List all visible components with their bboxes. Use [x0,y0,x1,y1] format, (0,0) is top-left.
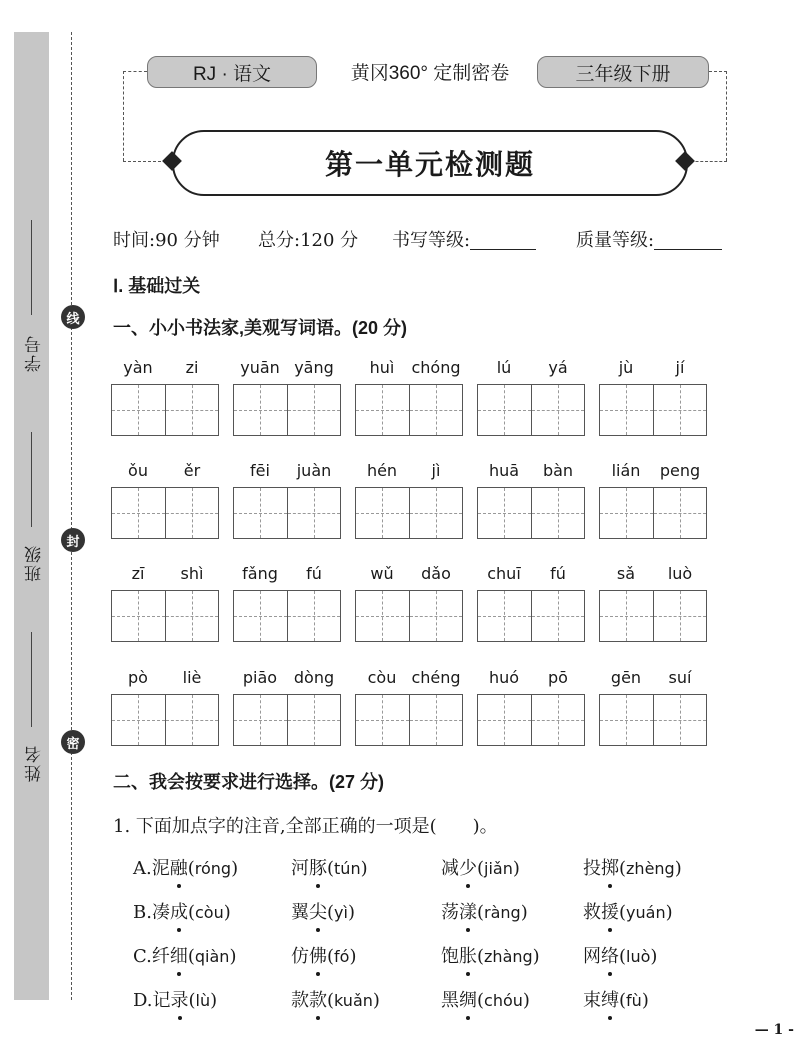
paren-open: ( [327,902,335,923]
emphasis-dot [608,1016,612,1020]
dotted-word-wrap [291,854,327,880]
quality-grade-blank[interactable] [654,231,722,250]
word-grid [233,358,341,436]
word-grid [111,358,219,436]
writing-boxes [355,694,463,746]
pinyin-pair [233,668,341,690]
question-1: 1. 下面加点字的注音,全部正确的一项是( )。 [113,816,498,837]
paren-close: ) [532,946,540,967]
pinyin-syllable: juàn [296,461,332,480]
pinyin-syllable: jí [675,358,685,377]
option-item [133,898,231,924]
pinyin-syllable: huā [488,461,520,480]
dotted-word-wrap [291,942,327,968]
option-item [133,942,236,968]
emphasis-dot [177,972,181,976]
option-word: 网络 [583,946,619,967]
dotted-word-wrap [441,942,477,968]
writing-cell[interactable] [600,695,654,745]
word-grid [233,564,341,642]
writing-boxes [355,590,463,642]
paren-open: ( [327,946,335,967]
writing-boxes [111,487,219,539]
pinyin-syllable: pō [548,668,568,687]
quality-grade-label: 质量等级: [576,230,655,251]
option-pinyin: yì [334,903,348,922]
pinyin-syllable: chuī [487,564,521,583]
option-pinyin: còu [194,903,224,922]
emphasis-dot [316,884,320,888]
word-grid [111,564,219,642]
option-word: 泥融 [151,858,188,879]
frame-right [726,71,727,161]
writing-boxes [477,590,585,642]
pinyin-pair [599,358,707,380]
word-grid [233,668,341,746]
word-grid [477,564,585,642]
option-label[interactable]: D. [133,990,153,1011]
writing-boxes [477,384,585,436]
writing-cell[interactable] [600,385,654,435]
paren-close: ) [372,990,380,1011]
pinyin-syllable: jù [618,358,634,377]
pinyin-syllable: fēi [250,461,270,480]
option-word: 束缚 [583,990,619,1011]
pinyin-syllable: dòng [293,668,335,687]
option-word: 饱胀 [441,946,477,967]
pinyin-syllable: jì [431,461,441,480]
paren-open: ( [619,990,627,1011]
option-item [441,942,540,968]
series-title: 黄冈360° 定制密卷 [350,63,510,84]
option-pinyin: jiǎn [484,859,513,878]
pinyin-syllable: hén [366,461,398,480]
pinyin-pair [355,564,463,586]
subject-badge: RJ · 语文 [147,56,317,88]
writing-cell[interactable] [478,488,532,538]
option-word: 投掷 [583,858,619,879]
writing-cell[interactable] [234,385,288,435]
paren-open: ( [327,990,335,1011]
paren-close: ) [231,858,239,879]
word-grid [477,461,585,539]
writing-cell[interactable] [654,488,707,538]
paren-open: ( [327,858,335,879]
page-number: — 1 - [754,1022,794,1038]
writing-cell[interactable] [410,488,463,538]
writing-cell[interactable] [166,385,219,435]
paren-close: ) [223,902,231,923]
pinyin-syllable: wǔ [370,564,394,583]
exam-total: 总分:120 分 [258,230,359,251]
option-word: 凑成 [151,902,188,923]
word-grid [599,564,707,642]
paren-close: ) [229,946,237,967]
writing-grade-label: 书写等级: [392,230,471,251]
pinyin-pair [111,564,219,586]
pinyin-syllable: chéng [411,668,461,687]
writing-boxes [233,487,341,539]
writing-boxes [355,384,463,436]
emphasis-dot [608,972,612,976]
binding-dashed-line [71,32,72,1000]
dotted-word-wrap [441,898,477,924]
paren-close: ) [210,990,218,1011]
pinyin-syllable: yá [548,358,568,377]
pinyin-syllable: lú [496,358,512,377]
option-word: 黑绸 [441,990,477,1011]
word-grid [111,668,219,746]
grade-badge: 三年级下册 [537,56,709,88]
writing-boxes [477,487,585,539]
option-item [133,986,217,1012]
paren-close: ) [522,990,530,1011]
option-item [291,986,380,1012]
option-word: 仿佛 [291,946,327,967]
option-word: 纤细 [151,946,188,967]
option-pinyin: lù [195,991,211,1010]
writing-cell[interactable] [410,385,463,435]
writing-cell[interactable] [166,695,219,745]
writing-boxes [233,590,341,642]
student-id-line [31,220,32,315]
dotted-word-wrap [152,898,188,924]
pinyin-syllable: pò [128,668,148,687]
dotted-word-wrap [152,942,188,968]
dotted-word-wrap [441,986,477,1012]
writing-cell[interactable] [288,488,341,538]
paren-open: ( [619,946,627,967]
pinyin-syllable: còu [367,668,397,687]
section1-heading: 一、小小书法家,美观写词语。(20 分) [113,318,408,338]
writing-cell[interactable] [234,695,288,745]
writing-cell[interactable] [288,695,341,745]
paren-close: ) [360,858,368,879]
writing-cell[interactable] [532,385,585,435]
writing-boxes [599,487,707,539]
name-line [31,632,32,727]
option-item [583,986,649,1012]
pinyin-syllable: huó [488,668,520,687]
word-grid [111,461,219,539]
option-pinyin: zhàng [484,947,533,966]
pinyin-pair [111,461,219,483]
option-pinyin: fó [334,947,350,966]
writing-cell[interactable] [478,385,532,435]
writing-cell[interactable] [166,488,219,538]
paren-close: ) [349,946,357,967]
writing-cell[interactable] [356,591,410,641]
option-pinyin: chóu [484,991,523,1010]
option-pinyin: róng [194,859,232,878]
pinyin-syllable: piāo [242,668,278,687]
option-label[interactable]: B. [133,902,152,923]
pinyin-pair [477,461,585,483]
word-grid [355,358,463,436]
pinyin-syllable: yāng [294,358,334,377]
pinyin-syllable: lián [611,461,641,480]
paren-close: ) [512,858,520,879]
pinyin-pair [111,358,219,380]
pinyin-syllable: fú [550,564,566,583]
writing-cell[interactable] [356,385,410,435]
seal-secret-mark: 密 [61,730,85,754]
paren-open: ( [187,946,195,967]
pinyin-pair [355,668,463,690]
option-label[interactable]: C. [133,946,152,967]
paren-close: ) [520,902,528,923]
emphasis-dot [178,1016,182,1020]
writing-grade-blank[interactable] [470,231,536,250]
writing-cell[interactable] [112,385,166,435]
option-word: 减少 [441,858,477,879]
emphasis-dot [177,928,181,932]
writing-cell[interactable] [356,488,410,538]
paren-close: ) [641,990,649,1011]
pinyin-pair [355,358,463,380]
option-word: 河豚 [291,858,327,879]
emphasis-dot [316,928,320,932]
writing-cell[interactable] [112,695,166,745]
writing-cell[interactable] [112,591,166,641]
writing-cell[interactable] [654,695,707,745]
pinyin-syllable: gēn [610,668,642,687]
paren-open: ( [477,990,485,1011]
option-word: 记录 [152,990,189,1011]
pinyin-syllable: yàn [123,358,153,377]
option-word: 款款 [291,990,327,1011]
option-pinyin: zhèng [626,859,675,878]
word-grid [355,461,463,539]
emphasis-dot [316,1016,320,1020]
paren-open: ( [477,902,485,923]
option-pinyin: kuǎn [334,991,373,1010]
writing-cell[interactable] [532,695,585,745]
option-item [583,942,657,968]
pinyin-syllable: sǎ [616,564,636,583]
class-line [31,432,32,527]
page-title: 第一单元检测题 [172,130,688,196]
paren-open: ( [187,902,195,923]
pinyin-pair [477,668,585,690]
word-grid [477,358,585,436]
emphasis-dot [608,884,612,888]
word-grid [355,668,463,746]
frame-left [123,71,124,161]
writing-cell[interactable] [532,591,585,641]
emphasis-dot [466,928,470,932]
class-label: 班级 [25,544,44,582]
word-grid [599,358,707,436]
paren-open: ( [187,858,195,879]
dotted-word-wrap [291,898,327,924]
frame-top-right [709,71,727,72]
pinyin-pair [233,358,341,380]
pinyin-syllable: huì [369,358,395,377]
name-label: 姓名 [25,744,44,782]
writing-boxes [111,590,219,642]
writing-cell[interactable] [654,591,707,641]
writing-cell[interactable] [410,591,463,641]
pinyin-pair [233,461,341,483]
paren-close: ) [665,902,673,923]
writing-cell[interactable] [532,488,585,538]
dotted-word-wrap [583,854,619,880]
writing-boxes [111,384,219,436]
word-grid [355,564,463,642]
student-id-label: 学号 [25,334,44,372]
emphasis-dot [466,972,470,976]
emphasis-dot [466,884,470,888]
writing-cell[interactable] [288,385,341,435]
paren-close: ) [674,858,682,879]
dotted-word-wrap [583,942,619,968]
pinyin-syllable: fú [306,564,322,583]
paren-open: ( [477,858,485,879]
writing-boxes [477,694,585,746]
pinyin-syllable: luò [667,564,693,583]
pinyin-syllable: chóng [411,358,461,377]
writing-boxes [599,694,707,746]
pinyin-syllable: suí [668,668,692,687]
writing-cell[interactable] [478,591,532,641]
writing-cell[interactable] [112,488,166,538]
dotted-word-wrap [291,986,327,1012]
pinyin-pair [477,358,585,380]
option-item [291,942,356,968]
exam-time: 时间:90 分钟 [113,230,220,251]
writing-cell[interactable] [478,695,532,745]
writing-boxes [599,384,707,436]
pinyin-syllable: peng [659,461,701,480]
writing-boxes [355,487,463,539]
writing-cell[interactable] [166,591,219,641]
option-pinyin: fù [626,991,642,1010]
writing-boxes [233,694,341,746]
pinyin-syllable: ǒu [128,461,148,480]
option-item [291,898,355,924]
writing-boxes [111,694,219,746]
writing-cell[interactable] [356,695,410,745]
option-pinyin: tún [334,859,361,878]
writing-boxes [599,590,707,642]
option-item [133,854,238,880]
pinyin-syllable: fǎng [242,564,278,583]
option-item [441,898,528,924]
part-heading: Ⅰ. 基础过关 [113,276,201,296]
option-label[interactable]: A. [133,858,152,879]
pinyin-pair [111,668,219,690]
emphasis-dot [316,972,320,976]
option-word: 翼尖 [291,902,327,923]
paren-open: ( [619,902,627,923]
dotted-word-wrap [152,854,188,880]
seal-seal-mark: 封 [61,528,85,552]
pinyin-pair [599,461,707,483]
pinyin-syllable: bàn [542,461,574,480]
paren-close: ) [347,902,355,923]
writing-cell[interactable] [654,385,707,435]
option-item [291,854,368,880]
frame-top-left [123,71,147,72]
section2-heading: 二、我会按要求进行选择。(27 分) [113,772,385,792]
pinyin-pair [233,564,341,586]
pinyin-pair [599,668,707,690]
word-grid [233,461,341,539]
paren-open: ( [477,946,485,967]
writing-cell[interactable] [410,695,463,745]
pinyin-syllable: shì [180,564,204,583]
option-pinyin: luò [626,947,651,966]
option-word: 救援 [583,902,619,923]
pinyin-syllable: liè [182,668,202,687]
option-word: 荡漾 [441,902,477,923]
option-item [441,986,530,1012]
seal-line-mark: 线 [61,305,85,329]
option-pinyin: ràng [484,903,521,922]
pinyin-syllable: dǎo [421,564,451,583]
pinyin-pair [599,564,707,586]
emphasis-dot [177,884,181,888]
word-grid [599,461,707,539]
writing-cell[interactable] [288,591,341,641]
option-item [583,854,682,880]
pinyin-syllable: ěr [183,461,201,480]
writing-cell[interactable] [600,591,654,641]
paren-open: ( [619,858,627,879]
pinyin-pair [477,564,585,586]
writing-cell[interactable] [234,591,288,641]
pinyin-syllable: yuān [240,358,280,377]
option-item [441,854,520,880]
dotted-word-wrap [583,898,619,924]
dotted-word-wrap [583,986,619,1012]
emphasis-dot [608,928,612,932]
pinyin-syllable: zi [185,358,199,377]
dotted-word-wrap [441,854,477,880]
paren-open: ( [188,990,196,1011]
pinyin-pair [355,461,463,483]
option-pinyin: qiàn [194,947,230,966]
pinyin-syllable: zī [131,564,145,583]
writing-cell[interactable] [600,488,654,538]
paren-close: ) [650,946,658,967]
word-grid [599,668,707,746]
word-grid [477,668,585,746]
option-item [583,898,673,924]
emphasis-dot [466,1016,470,1020]
writing-boxes [233,384,341,436]
writing-cell[interactable] [234,488,288,538]
option-pinyin: yuán [626,903,666,922]
dotted-word-wrap [153,986,189,1012]
